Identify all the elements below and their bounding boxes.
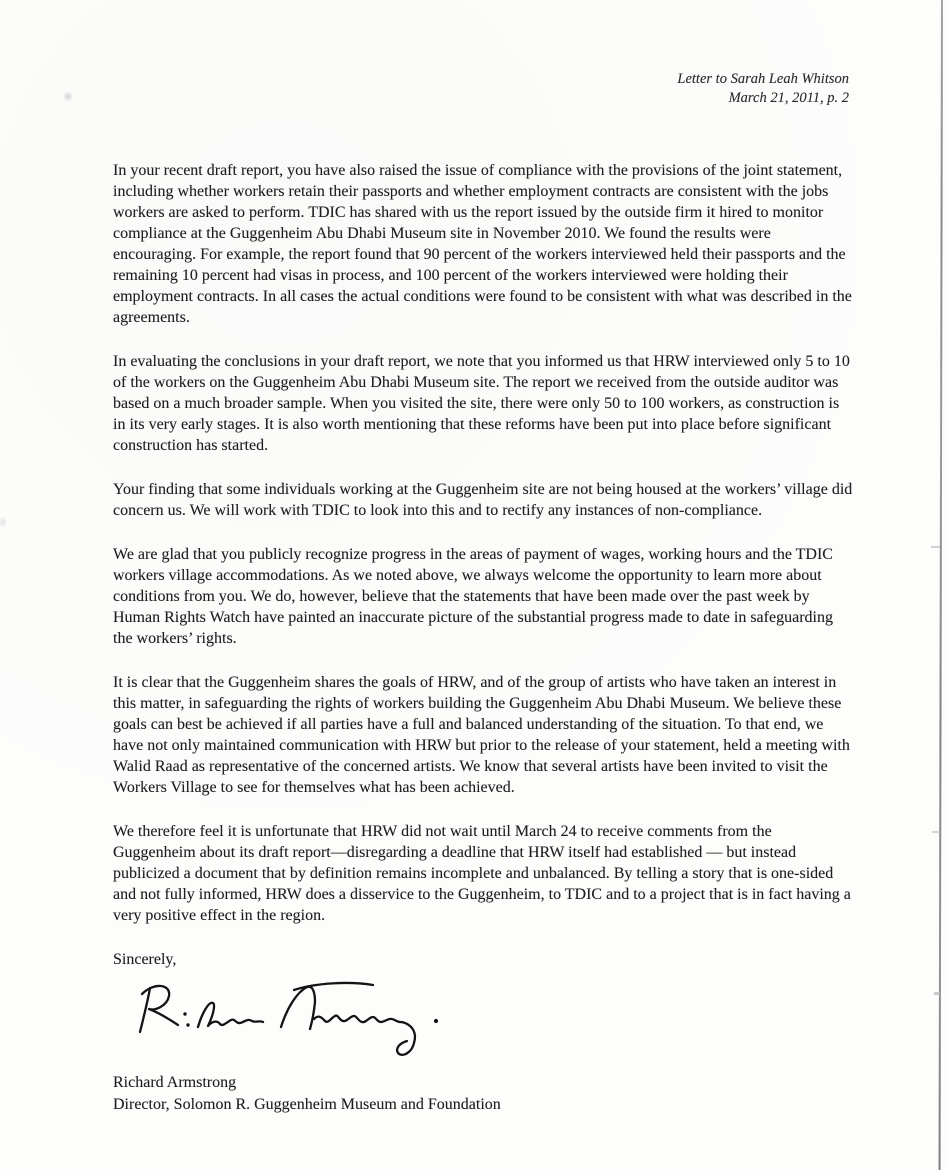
letter-paragraph: It is clear that the Guggenheim shares the goals of HRW, and of the group of artists who have taken an interest in this matter, in safeguarding the rights of workers building the Guggenheim Abu Dhabi Museum. We believe these goals can best be achieved if all parties have a full and balanced understanding of the situation. To that end, we have not only maintained communication with HRW but prior to the release of your statement, held a meeting with Walid Raad as representative of the concerned artists. We know that several artists have been invited to visit the Workers Village to see for themselves what has been achieved. xyxy=(113,674,850,796)
signer-name: Richard Armstrong xyxy=(113,1074,237,1091)
letter-paragraph: We therefore feel it is unfortunate that HRW did not wait until March 24 to receive comments from the Guggenheim about its draft report—disregarding a deadline that HRW itself had established — but instead publicized a document that by definition remains incomplete and unbalanced. By telling a story that is one-sided and not fully informed, HRW does a disservice to the Guggenheim, to TDIC and to a project that is in fact having a very positive effect in the region. xyxy=(113,823,851,924)
letter-body xyxy=(113,160,853,926)
letter-paragraph: In your recent draft report, you have also raised the issue of compliance with the provisions of the joint statement, including whether workers retain their passports and whether employment contracts are consistent with the jobs workers are asked to perform. TDIC has shared with us the report issued by the outside firm it hired to monitor compliance at the Guggenheim Abu Dhabi Museum site in November 2010. We found the results were encouraging. For example, the report found that 90 percent of the workers interviewed held their passports and the remaining 10 percent had visas in process, and 100 percent of the workers interviewed were holding their employment contracts. In all cases the actual conditions were found to be consistent with what was described in the agreements. xyxy=(113,162,852,326)
signature-image xyxy=(119,974,455,1068)
signature-area xyxy=(113,972,853,1068)
scan-artifact-tick xyxy=(934,992,940,995)
letter-content xyxy=(113,70,853,1116)
scan-artifact-tick xyxy=(932,831,940,833)
header-date-line: March 21, 2011, p. 2 xyxy=(728,90,849,106)
scan-artifact-tick xyxy=(931,546,940,548)
closing-salutation: Sincerely, xyxy=(113,951,177,968)
signer-title: Director, Solomon R. Guggenheim Museum and Foundation xyxy=(113,1096,501,1113)
scan-artifact-smudge xyxy=(0,515,6,529)
signature-block xyxy=(113,1072,853,1116)
header-recipient-line: Letter to Sarah Leah Whitson xyxy=(677,71,849,87)
letter-paragraph: We are glad that you publicly recognize progress in the areas of payment of wages, working hours and the TDIC workers village accommodations. As we noted above, we always welcome the opportunity to learn more about conditions from you. We do, however, believe that the statements that have been made over the past week by Human Rights Watch have painted an inaccurate picture of the substantial progress made to date in safeguarding the workers’ rights. xyxy=(113,546,833,647)
letter-paragraph: In evaluating the conclusions in your draft report, we note that you informed us that HRW interviewed only 5 to 10 of the workers on the Guggenheim Abu Dhabi Museum site. The report we received from the outside auditor was based on a much broader sample. When you visited the site, there were only 50 to 100 workers, as construction is in its very early stages. It is also worth mentioning that these reforms have been put into place before significant construction has started. xyxy=(113,353,850,454)
letter-paragraph: Your finding that some individuals working at the Guggenheim site are not being housed at the workers’ village did concern us. We will work with TDIC to look into this and to rectify any instances of non-compliance. xyxy=(113,481,853,519)
letter-header xyxy=(113,70,853,108)
scan-artifact-smudge xyxy=(63,91,73,102)
